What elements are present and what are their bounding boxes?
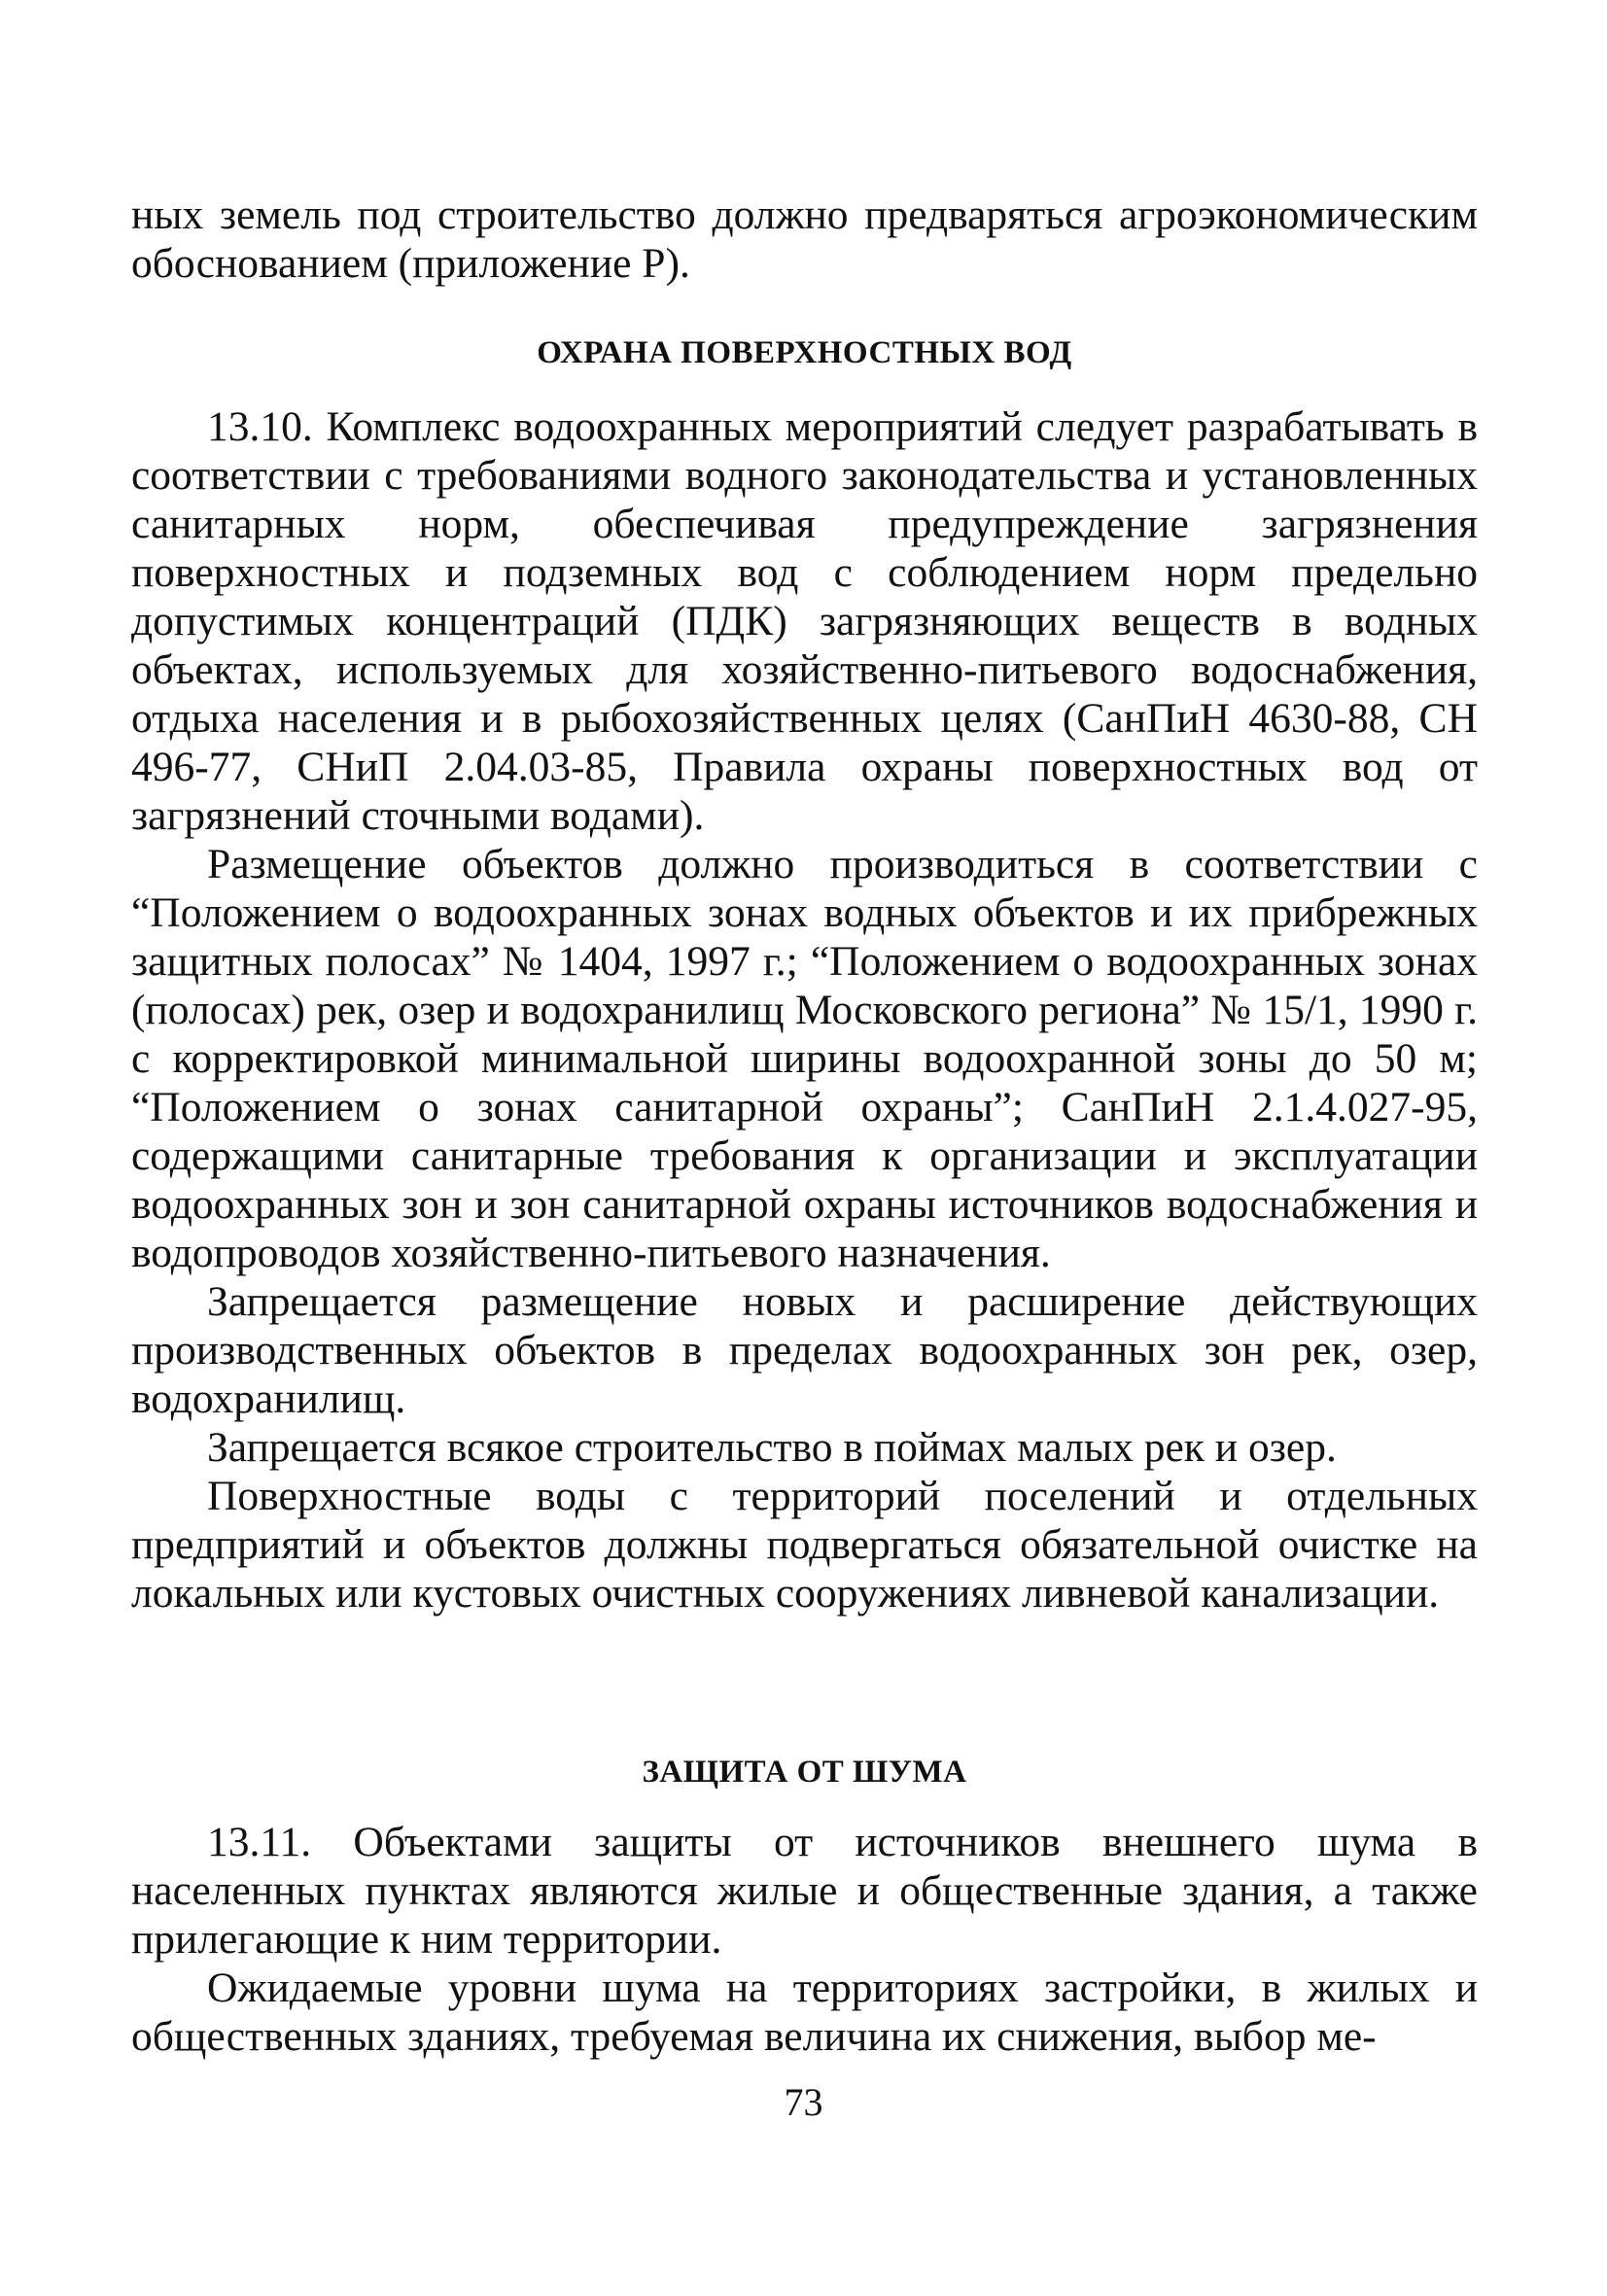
page-number: 73	[784, 2080, 823, 2124]
paragraph-prohibition-new: Запрещается размещение новых и расширение действующих производственных объектов в пределах водоохранных зон рек, озер, водохранилищ.	[131, 1278, 1478, 1422]
water-section-text	[131, 402, 1478, 1618]
paragraph-expected-levels: Ожидаемые уровни шума на территориях застройки, в жилых и общественных зданиях, требуемая величина их снижения, выбор ме-	[131, 1965, 1478, 2060]
intro-paragraph: ных земель под строительство должно предваряться агроэкономическим обоснованием (приложение Р).	[131, 191, 1478, 287]
paragraph-surface-water: Поверхностные воды с территорий поселений и отдельных предприятий и объектов должны подвергаться обязательной очистке на локальных или кустовых очистных сооружениях ливневой канализации.	[131, 1473, 1478, 1617]
paragraph-prohibition-floodplain: Запрещается всякое строительство в поймах малых рек и озер.	[207, 1424, 1337, 1471]
section-heading-noise-protection: ЗАЩИТА ОТ ШУМА	[642, 1755, 967, 1790]
paragraph-13-10: 13.10. Комплекс водоохранных мероприятий следует разрабатывать в соответствии с требованиями водного законодательства и установленных санитарных норм, обеспечивая предупреждение загрязнения поверхностных и подземных вод с соблюдением норм предельно допустимых концентраций (ПДК) загрязняющих веществ в водных объектах, используемых для хозяйственно-питьевого водоснабжения, отдыха населения и в рыбохозяйственных целях (СанПиН 4630-88, СН 496-77, СНиП 2.04.03-85, Правила охраны поверхностных вод от загрязнений сточными водами).	[131, 403, 1478, 839]
noise-section-text	[131, 1818, 1478, 2061]
intro-text	[131, 191, 1478, 288]
section-heading-water-protection: ОХРАНА ПОВЕРХНОСТНЫХ ВОД	[537, 335, 1072, 370]
paragraph-placement: Размещение объектов должно производиться в соответствии с “Положением о водоохранных зонах водных объектов и их прибрежных защитных полосах” № 1404, 1997 г.; “Положением о водоохранных зонах (полосах) рек, озер и водохранилищ Московского региона” № 15/1, 1990 г. с корректировкой минимальной ширины водоохранной зоны до 50 м; “Положением о зонах санитарной охраны”; СанПиН 2.1.4.027-95, содержащими санитарные требования к организации и эксплуатации водоохранных зон и зон санитарной охраны источников водоснабжения и водопроводов хозяйственно-питьевого назначения.	[131, 841, 1478, 1276]
paragraph-13-11: 13.11. Объектами защиты от источников внешнего шума в населенных пунктах являются жилые и общественные здания, а также прилегающие к ним территории.	[131, 1819, 1478, 1963]
